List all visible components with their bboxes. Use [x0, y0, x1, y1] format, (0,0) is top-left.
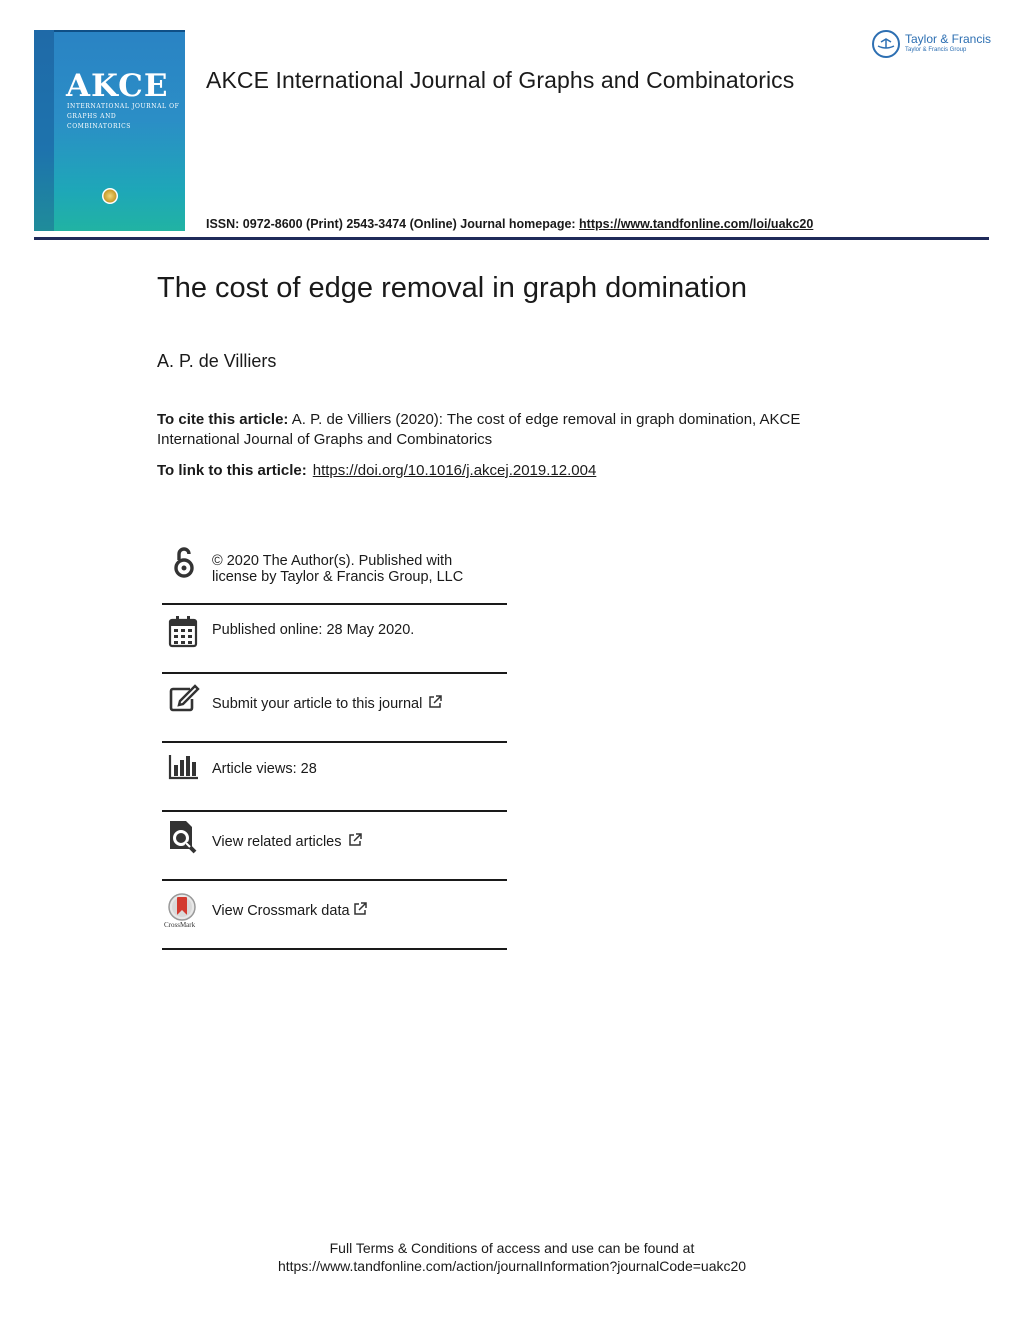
journal-cover — [34, 30, 185, 231]
views-row — [162, 750, 507, 806]
cover-title: AKCE — [66, 68, 169, 104]
header-rule — [34, 237, 989, 240]
info-divider — [162, 672, 507, 674]
edit-icon — [168, 681, 200, 717]
publisher-name: Taylor & Francis — [905, 32, 992, 46]
article-title: The cost of edge removal in graph domination — [157, 272, 748, 304]
citation-text: A. P. de Villiers (2020): The cost of edge removal in graph domination, AKCE International Journal of Graphs and Combinatorics — [157, 411, 801, 448]
open-access-icon — [168, 545, 200, 581]
search-document-icon — [168, 819, 200, 855]
footer-line-1: Full Terms & Conditions of access and use can be found at — [329, 1240, 695, 1256]
cover-stripe — [34, 30, 54, 231]
publisher-group: Taylor & Francis Group — [905, 47, 967, 53]
external-link-icon — [348, 833, 362, 847]
crossmark-badge — [166, 892, 202, 922]
info-divider — [162, 810, 507, 812]
info-divider — [162, 879, 507, 881]
citation-label: To cite this article: — [157, 411, 289, 428]
info-divider — [162, 741, 507, 743]
crossmark-row[interactable] — [162, 888, 507, 944]
footer-terms-link[interactable]: https://www.tandfonline.com/action/journalInformation?journalCode=uakc20 — [277, 1258, 747, 1274]
crossmark-caption: CrossMark — [164, 921, 196, 929]
journal-homepage-link[interactable]: https://www.tandfonline.com/loi/uakc20 — [579, 217, 814, 231]
issn-text: ISSN: 0972-8600 (Print) 2543-3474 (Online) Journal homepage: — [206, 217, 580, 231]
license-line-1: © 2020 The Author(s). Published with — [212, 553, 453, 569]
info-divider — [162, 948, 507, 950]
journal-title: AKCE International Journal of Graphs and Combinatorics — [206, 67, 795, 93]
doi-link[interactable]: https://doi.org/10.1016/j.akcej.2019.12.004 — [312, 462, 597, 479]
footer — [0, 1239, 1024, 1275]
cover-topline — [54, 30, 185, 32]
cover-seal-icon — [102, 188, 118, 204]
published-date: Published online: 28 May 2020. — [212, 622, 415, 638]
bar-chart-icon — [168, 750, 200, 786]
article-link — [157, 462, 596, 479]
calendar-icon — [168, 614, 200, 650]
issn-line — [206, 217, 813, 231]
submit-row[interactable] — [162, 681, 507, 737]
citation — [157, 410, 877, 450]
publisher-logo-icon — [872, 30, 900, 58]
crossmark-icon — [166, 892, 202, 932]
submit-article-link[interactable]: Submit your article to this journal — [212, 696, 423, 712]
article-views: Article views: 28 — [212, 761, 317, 777]
published-row — [162, 612, 507, 668]
crossmark-link[interactable]: View Crossmark data — [212, 903, 350, 919]
article-link-label: To link to this article: — [157, 462, 307, 479]
cover-subtitle: INTERNATIONAL JOURNAL OF GRAPHS AND COMBINATORICS — [67, 103, 180, 130]
related-row[interactable] — [162, 819, 507, 875]
author-name: A. P. de Villiers — [157, 351, 277, 371]
external-link-icon — [428, 695, 442, 709]
license-row — [162, 545, 507, 601]
license-line-2: license by Taylor & Francis Group, LLC — [212, 569, 464, 585]
related-articles-link[interactable]: View related articles — [212, 834, 342, 850]
info-divider — [162, 603, 507, 605]
external-link-icon — [353, 902, 367, 916]
